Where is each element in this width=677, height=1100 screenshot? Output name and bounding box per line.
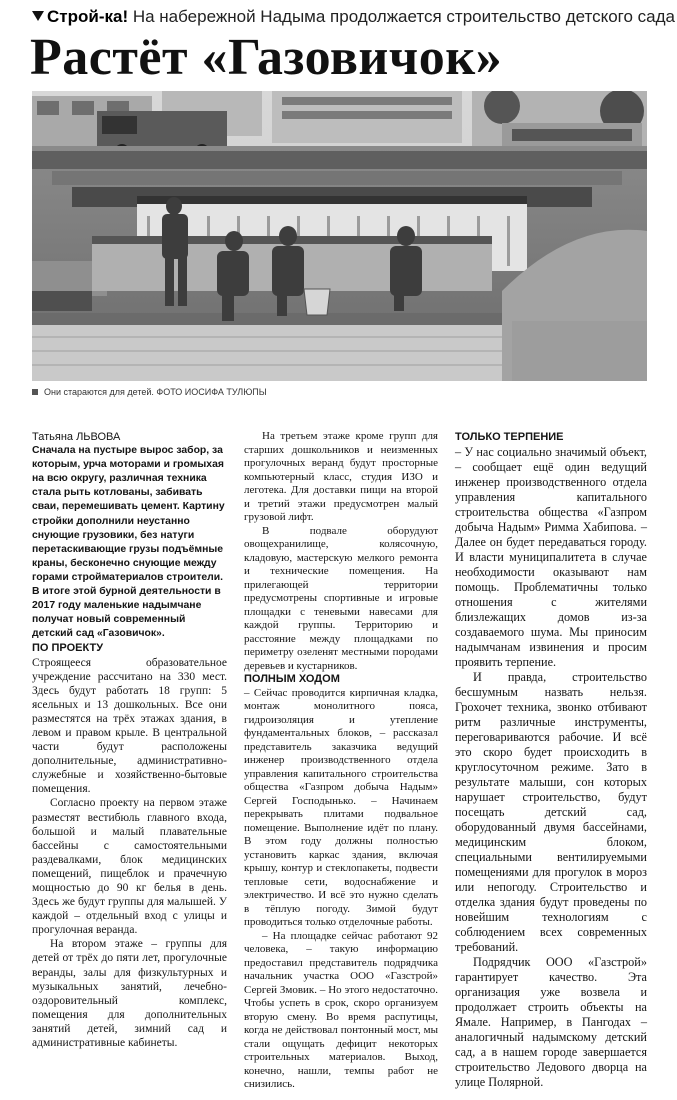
paragraph: – Сейчас проводится кирпичная кладка, монтаж монолитного пояса, гидроизоляция и утепление фундаментальных блоков, – рассказал представитель заказчика ведущий инженер производственного отдела управления капитального строительства общества «Газпром добыча Надым» Сергей Господынько. – Начинаем перекрывать плитами подвальное помещение. Выполнение идёт по плану. В этом году должны полностью установить каркас здания, включая крышу, контур и стеклопакеты, подвести тепловые сети, водоснабжение и электричество. И всё это нужно сделать в тёплую погоду. Зимой будут проводиться только отделочные работы.: [244, 686, 438, 928]
paragraph: – У нас социально значимый объект, – сообщает ещё один ведущий инженер производственного отдела управления капитального строительства общества «Газпром добыча Надым» Римма Хабипова. – Далее он будет передаваться городу. И власти муниципалитета в случае необходимости оказывают нам помощь. Проблематичны только отношения с жителями близлежащих домов из-за создаваемого шума. Мы приносим надымчанам извинения и просим проявить терпение.: [455, 445, 647, 669]
section-heading-project: ПО ПРОЕКТУ: [32, 642, 104, 655]
paragraph: Согласно проекту на первом этаже разместят вестибюль главного входа, большой и малый плавательные бассейны с самостоятельными раздевалками, блок медицинских помещений, пищеблок и прачечную мощностью до 90 кг белья в день. Здесь же будут группы для малышей. У каждой – отдельный вход с улицы и прогулочная веранда.: [32, 797, 227, 937]
kicker: [32, 7, 675, 27]
triangle-marker-icon: [32, 11, 44, 21]
article-column-1: [32, 430, 227, 1050]
article-column-2: [244, 430, 438, 1092]
paragraph: На третьем этаже кроме групп для старших дошкольников и неизменных прогулочных веранд будут просторные компьютерный класс, студия ИЗО и леготека. Для доставки пищи на второй и третий этажи предусмотрен малый грузовой лифт.: [244, 430, 438, 523]
article-lead-1: Сначала на пустыре вырос забор, за которым, урча моторами и громыхая на всю округу, различная техника стала рыть котлованы, забивать сваи, перемешивать цемент. Картину стройки дополнили неустанно снующие грузовики, без натуги перетаскивающие грузы подъёмные краны, бесконечно снующие между горами стройматериалов строители.: [32, 445, 225, 583]
construction-photo: [32, 91, 647, 381]
paragraph: И правда, строительство бесшумным назвать нельзя. Грохочет техника, звонко отбивают ритм различные инструменты, переговариваются рабочие. И всё это скоро будет происходить в круглосуточном режиме. Зато в результате малыши, сон которых нарушает строительство, будут посещать детский сад, оборудованный двумя бассейнами, медицинским блоком, специальными вентилируемыми помещениями для прогулок в мороз или непогоду. Строительство и отделка здания будут проведены по новейшим технологиям с соблюдением всех современных требований.: [455, 670, 647, 954]
article-column-3: [455, 430, 647, 1090]
section-heading-patience: ТОЛЬКО ТЕРПЕНИЕ: [455, 431, 564, 443]
section-heading-full-speed: ПОЛНЫМ ХОДОМ: [244, 673, 340, 685]
paragraph: Подрядчик ООО «Газстрой» гарантирует качество. Эта организация уже возвела и продолжает строить объекты на Ямале. Например, в Пангодах – аналогичный надымскому детский сад, а в нашем городе завершается строительство Ледового дворца на улице Полярной.: [455, 955, 647, 1089]
photo-caption: [32, 387, 267, 397]
article-author: Татьяна ЛЬВОВА: [32, 431, 121, 443]
paragraph: В подвале оборудуют овощехранилище, колясочную, кладовую, мастерскую мелкого ремонта и технические помещения. На прилегающей территории предусмотрены спортивные и игровые площадки с теневыми навесами для каждой группы. Территорию и расстояние между площадками по периметру озеленят местными породами деревьев и кустарников.: [244, 524, 438, 672]
paragraph: – На площадке сейчас работают 92 человека, – такую информацию предоставил представитель подрядчика начальник участка ООО «Газстрой» Сергей Змовик. – Но этого недостаточно. Чтобы успеть в срок, скоро организуем вторую смену. Во время распутицы, когда не действовал понтонный мост, мы стали ощущать дефицит некоторых строительных материалов. Выход, конечно, нашли, темпы работ не снизились.: [244, 929, 438, 1090]
kicker-text: На набережной Надыма продолжается строительство детского сада: [132, 7, 676, 26]
caption-square-icon: [32, 389, 38, 395]
article-lead-2: В итоге этой бурной деятельности в 2017 году маленькие надымчане получат новый современный детский сад «Газовичок».: [32, 586, 221, 640]
paragraph: На втором этаже – группы для детей от трёх до пяти лет, прогулочные веранды, залы для физкультурных и музыкальных занятий, лечебно-оздоровительный комплекс, помещения для дополнительных занятий детей, зимний сад и административные кабинеты.: [32, 938, 227, 1050]
paragraph: Строящееся образовательное учреждение рассчитано на 330 мест. Здесь будут работать 18 групп: 5 ясельных и 13 дошкольных. Все они разместятся на трёх этажах здания, в левом и правом крыле. В центральной части будут расположены дополнительные, административно-служебные и хозяйственно-бытовые помещения.: [32, 656, 227, 796]
article-headline: Растёт «Газовичок»: [30, 29, 503, 86]
rubric-label: Строй-ка!: [47, 7, 129, 26]
photo-caption-text: Они стараются для детей. ФОТО ИОСИФА ТУЛЮПЫ: [44, 387, 267, 397]
